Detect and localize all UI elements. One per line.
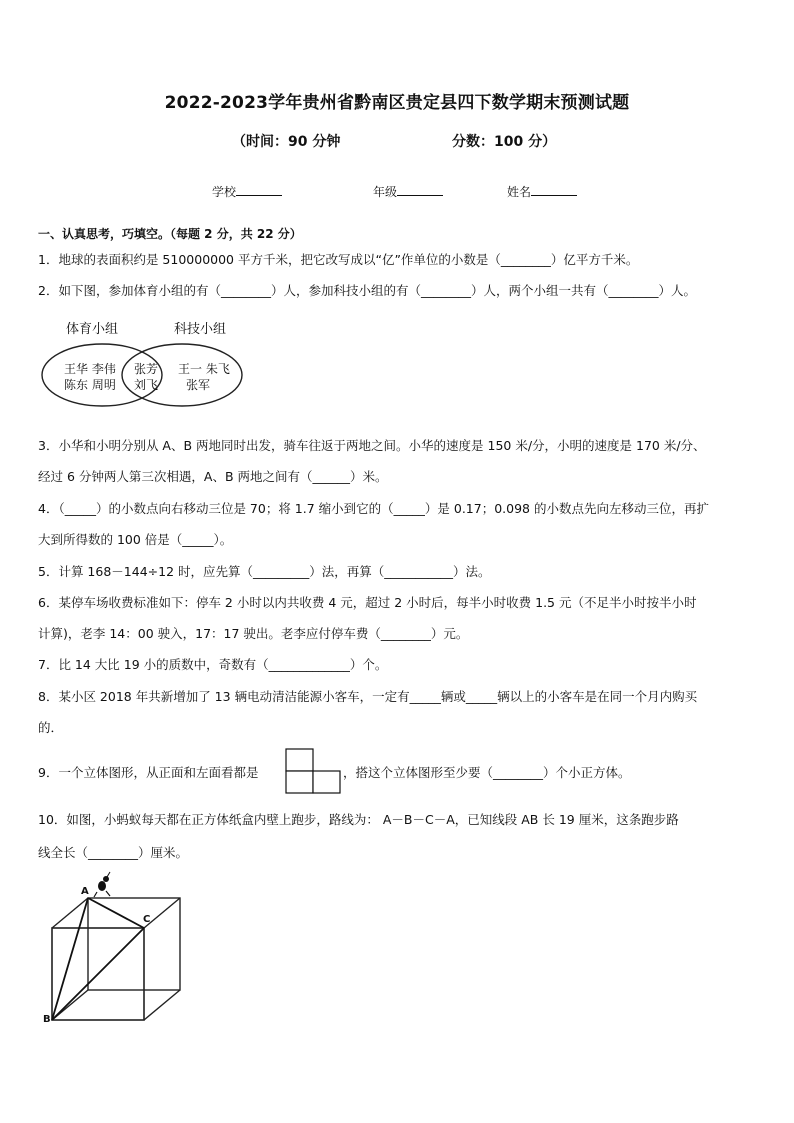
question-8-line1: 8．某小区 2018 年共新增加了 13 辆电动清洁能源小客车，一定有_____辆或_____辆以上的小客车是在同一个月内购买 [38,689,698,704]
venn-mid-row2: 刘飞 [134,378,159,392]
venn-right-row1: 王一 朱飞 [178,362,230,376]
question-9-before: 9．一个立体图形，从正面和左面看都是 [38,765,259,780]
question-6-line1: 6．某停车场收费标准如下：停车 2 小时以内共收费 4 元，超过 2 小时后，每半小时收费 1.5 元（不足半小时按半小时 [38,595,697,610]
ant-icon [94,872,110,897]
venn-left-row2: 陈东 周明 [64,378,116,392]
question-10-line1: 10．如图，小蚂蚁每天都在正方体纸盒内壁上跑步，路线为： A－B－C－A，已知线段 AB 长 19 厘米，这条跑步路 [38,812,679,827]
question-1: 1．地球的表面积约是 510000000 平方千米，把它改写成以“亿”作单位的小数是（________）亿平方千米。 [38,252,639,267]
question-9-after: ，搭这个立体图形至少要（________）个小正方体。 [343,765,631,780]
school-label: 学校 [212,185,237,199]
cube-label-c: C [143,914,151,925]
venn-left-row1: 王华 李伟 [64,362,116,376]
exam-time: （时间：90 分钟 [232,134,341,150]
question-6-line2: 计算)，老李 14：00 驶入，17：17 驶出。老李应付停车费（________）元。 [38,626,469,641]
school-field [212,182,282,200]
cube-diagram [40,870,200,1030]
question-9 [38,765,258,781]
question-10-line2: 线全长（________）厘米。 [38,845,189,860]
section-heading: 一、认真思考，巧填空。（每题 2 分，共 22 分） [38,227,302,241]
question-3-line2: 经过 6 分钟两人第三次相遇，A、B 两地之间有（______）米。 [38,469,388,484]
question-4-line1: 4．（_____）的小数点向右移动三位是 70；将 1.7 缩小到它的（_____）是 0.17；0.098 的小数点先向左移动三位，再扩 [38,501,709,516]
name-label: 姓名 [507,185,532,199]
question-4-line2: 大到所得数的 100 倍是（_____）。 [38,532,233,547]
question-8-line2: 的． [38,720,64,735]
grade-label: 年级 [373,185,398,199]
name-field [507,182,577,200]
question-7: 7．比 14 大比 19 小的质数中，奇数有（_____________）个。 [38,657,388,672]
cube-label-b: B [43,1014,51,1025]
exam-score: 分数：100 分） [452,134,557,150]
venn-right-row2: 张军 [186,378,211,392]
block-view-figure [285,748,341,794]
venn-right-title: 科技小组 [174,322,227,337]
question-5: 5．计算 168－144÷12 时，应先算（_________）法，再算（___________）法。 [38,564,491,579]
venn-left-title: 体育小组 [66,322,119,337]
grade-field [373,182,443,200]
grade-blank[interactable] [397,182,443,196]
cube-label-a: A [81,886,89,897]
question-3-line1: 3．小华和小明分别从 A、B 两地同时出发，骑车往返于两地之间。小华的速度是 150 米/分，小明的速度是 170 米/分、 [38,438,706,453]
question-2: 2．如下图，参加体育小组的有（________）人，参加科技小组的有（________）人，两个小组一共有（________）人。 [38,283,696,298]
page-title: 2022-2023学年贵州省黔南区贵定县四下数学期末预测试题 [164,93,630,113]
venn-mid-row1: 张芳 [134,362,159,376]
name-blank[interactable] [531,182,577,196]
school-blank[interactable] [236,182,282,196]
